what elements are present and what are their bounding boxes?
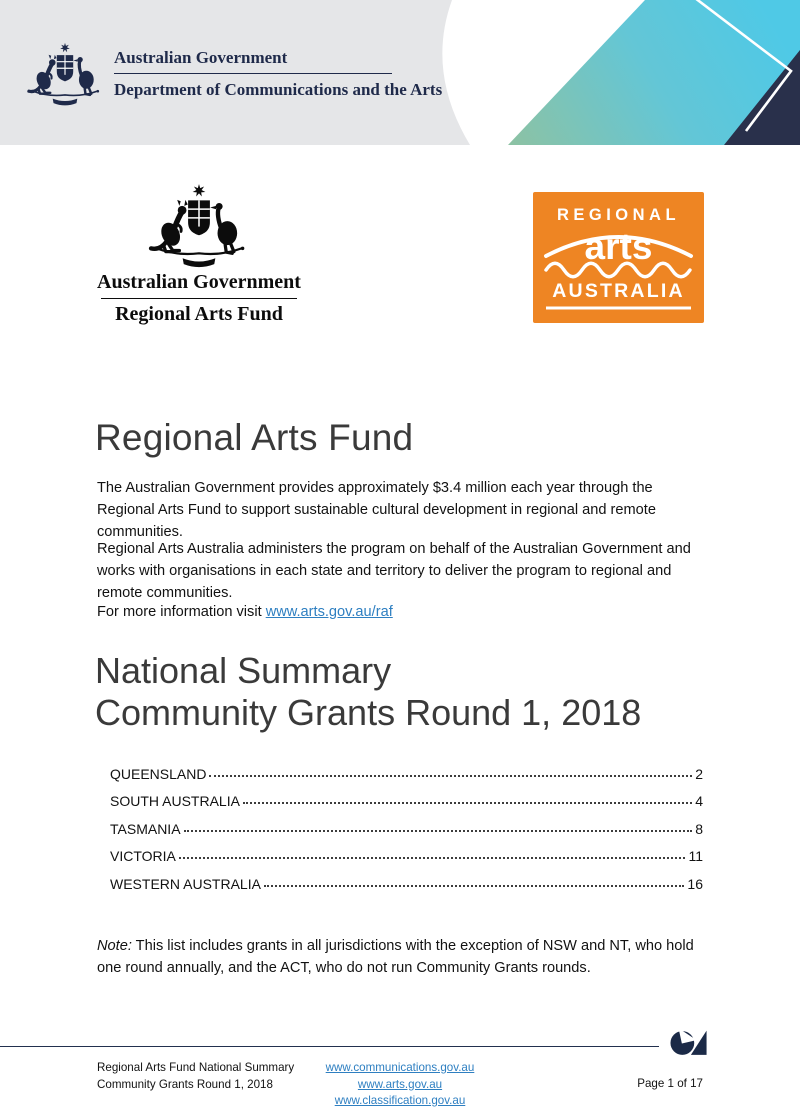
toc-dot-leader	[184, 830, 693, 832]
svg-text:arts: arts	[584, 226, 653, 267]
toc-page-number: 2	[695, 765, 703, 782]
regional-arts-australia-icon	[533, 192, 704, 323]
toc-dot-leader	[209, 775, 692, 777]
toc-label: SOUTH AUSTRALIA	[110, 793, 240, 810]
toc-label: QUEENSLAND	[110, 765, 207, 782]
section-title-line2: Community Grants Round 1, 2018	[95, 692, 642, 733]
intro-paragraph: The Australian Government provides approximately $3.4 million each year through the Regional Arts Fund to support sustainable cultural development in regional and remote communities.	[97, 479, 656, 540]
toc-dot-leader	[264, 885, 685, 887]
toc-dot-leader	[179, 857, 686, 859]
footer-doc-line2: Community Grants Round 1, 2018	[97, 1077, 273, 1091]
toc-page-number: 8	[695, 820, 703, 837]
raf-logo-name: Regional Arts Fund	[115, 303, 283, 325]
footer-link-arts[interactable]: www.arts.gov.au	[357, 1077, 443, 1091]
toc-dot-leader	[243, 802, 692, 804]
toc-page-number: 4	[695, 793, 703, 810]
section-title-line1: National Summary	[95, 650, 392, 691]
page-number: Page 1 of 17	[637, 1077, 703, 1090]
more-info-line	[97, 601, 705, 623]
regional-arts-fund-logo	[92, 183, 306, 326]
toc-entry-western-australia[interactable]	[110, 867, 703, 895]
dept-brandmark-icon	[670, 1029, 708, 1056]
table-of-contents	[110, 757, 703, 895]
coat-of-arms-icon	[144, 183, 254, 268]
raf-logo-divider	[101, 298, 297, 299]
note-text: This list includes grants in all jurisdictions with the exception of NSW and NT, who hold one round annually, and the ACT, who do not run Community Grants rounds.	[97, 937, 694, 976]
regional-arts-australia-logo	[533, 192, 704, 323]
toc-entry-queensland[interactable]	[110, 757, 703, 785]
admin-paragraph: Regional Arts Australia administers the program on behalf of the Australian Government and works with organisations in each state and territory to deliver the program to regional and remote communities.	[97, 540, 691, 601]
header-divider	[114, 73, 392, 74]
header-org-title: Australian Government	[114, 48, 288, 67]
svg-text:AUSTRALIA: AUSTRALIA	[552, 280, 685, 302]
footer-divider	[0, 1046, 659, 1047]
note-label: Note:	[97, 937, 132, 954]
footer-doc-title	[97, 1060, 294, 1093]
toc-label: VICTORIA	[110, 848, 176, 865]
toc-label: WESTERN AUSTRALIA	[110, 875, 261, 892]
header-band	[0, 0, 800, 145]
toc-page-number: 11	[688, 848, 703, 865]
note-paragraph	[97, 935, 705, 979]
footer-links	[290, 1060, 510, 1110]
coat-of-arms-icon	[24, 38, 106, 110]
raf-info-link[interactable]: www.arts.gov.au/raf	[265, 603, 393, 620]
svg-text:REGIONAL: REGIONAL	[556, 206, 681, 224]
footer-doc-line1: Regional Arts Fund National Summary	[97, 1061, 295, 1074]
toc-entry-tasmania[interactable]	[110, 812, 703, 840]
header-dept-title: Department of Communications and the Arts	[114, 80, 443, 99]
more-info-prefix: For more information visit	[97, 603, 266, 620]
toc-entry-south-australia[interactable]	[110, 785, 703, 813]
raf-logo-org: Australian Government	[97, 271, 301, 293]
toc-label: TASMANIA	[110, 820, 181, 837]
toc-entry-victoria[interactable]	[110, 840, 703, 868]
page-title: Regional Arts Fund	[95, 416, 414, 458]
footer-link-classification[interactable]: www.classification.gov.au	[334, 1094, 466, 1107]
footer-link-communications[interactable]: www.communications.gov.au	[325, 1061, 475, 1074]
toc-page-number: 16	[687, 875, 703, 892]
